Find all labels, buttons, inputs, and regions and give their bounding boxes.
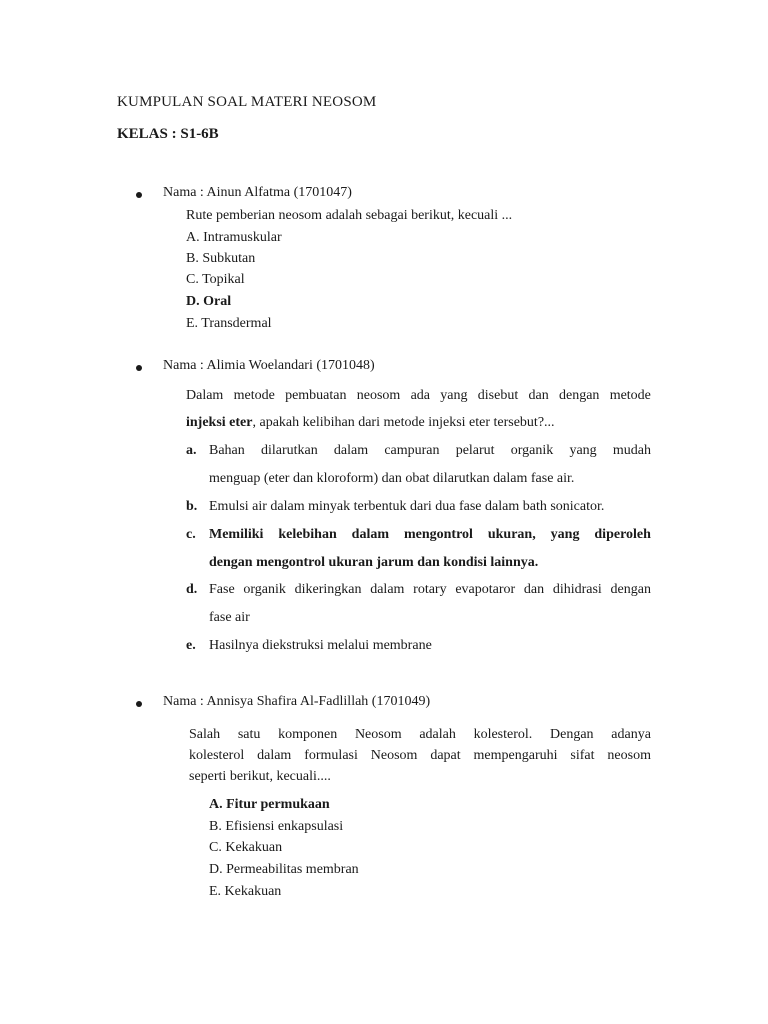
q2-option-d-line1 — [209, 582, 651, 598]
word: ukuran, — [487, 527, 536, 542]
word: satu — [237, 727, 261, 742]
q3-question-line2 — [189, 748, 651, 764]
q2-question-line1 — [186, 388, 651, 404]
word: dilarutkan — [260, 443, 318, 458]
word: dan — [528, 388, 549, 403]
q2-question-rest: , apakah kelibihan dari metode injeksi eter tersebut?... — [252, 415, 555, 430]
q2-question-bold: injeksi eter — [186, 415, 253, 430]
q3-question-line3: seperti berikut, kecuali.... — [189, 769, 331, 784]
word: organik — [243, 582, 286, 597]
q3-option-c: C. Kekakuan — [209, 840, 283, 855]
word: Salah — [189, 727, 221, 742]
bullet-1 — [136, 192, 142, 198]
word: dalam — [370, 582, 405, 597]
word: komponen — [278, 727, 338, 742]
q3-option-b: B. Efisiensi enkapsulasi — [209, 819, 344, 834]
q1-option-d: D. Oral — [186, 294, 232, 309]
word: metode — [233, 388, 275, 403]
word: dihidrasi — [552, 582, 602, 597]
q2-option-c-line2: dengan mengontrol ukuran jarum dan kondisi lainnya. — [209, 555, 539, 570]
q2-option-e-letter: e. — [186, 638, 196, 653]
word: dikeringkan — [294, 582, 362, 597]
q2-option-c-letter: c. — [186, 527, 196, 542]
q2-question-line2 — [186, 415, 555, 431]
word: kolesterol — [189, 748, 245, 763]
q2-name: Nama : Alimia Woelandari (1701048) — [163, 358, 375, 373]
word: pembuatan — [285, 388, 347, 403]
q2-option-b-line1: Emulsi air dalam minyak terbentuk dari dua fase dalam bath sonicator. — [209, 499, 605, 514]
q1-option-e: E. Transdermal — [186, 316, 272, 331]
word: pelarut — [455, 443, 495, 458]
word: rotary — [413, 582, 447, 597]
word: Dalam — [186, 388, 224, 403]
word: formulasi — [304, 748, 358, 763]
word: neosom — [607, 748, 651, 763]
document-title: KUMPULAN SOAL MATERI NEOSOM — [117, 94, 377, 110]
word: ada — [410, 388, 431, 403]
q3-name: Nama : Annisya Shafira Al-Fadlillah (1701049) — [163, 694, 431, 709]
word: Dengan — [550, 727, 594, 742]
word: mengontrol — [403, 527, 473, 542]
q3-option-a: A. Fitur permukaan — [209, 797, 330, 812]
word: dengan — [610, 582, 651, 597]
q1-question: Rute pemberian neosom adalah sebagai berikut, kecuali ... — [186, 208, 513, 223]
q3-question-line1 — [189, 727, 651, 743]
word: kelebihan — [278, 527, 337, 542]
word: yang — [440, 388, 468, 403]
word: Neosom — [370, 748, 418, 763]
word: Bahan — [209, 443, 245, 458]
word: adanya — [611, 727, 651, 742]
word: dalam — [257, 748, 292, 763]
q1-option-a: A. Intramuskular — [186, 230, 282, 245]
class-line: KELAS : S1-6B — [117, 126, 219, 142]
word: metode — [609, 388, 651, 403]
word: Memiliki — [209, 527, 264, 542]
word: yang — [550, 527, 580, 542]
q1-name: Nama : Ainun Alfatma (1701047) — [163, 185, 352, 200]
word: dan — [523, 582, 545, 597]
q2-option-d-line2: fase air — [209, 610, 250, 625]
word: dalam — [351, 527, 390, 542]
word: diperoleh — [594, 527, 651, 542]
word: dalam — [333, 443, 369, 458]
q2-option-a-line2: menguap (eter dan kloroform) dan obat dilarutkan dalam fase air. — [209, 471, 575, 486]
q3-option-e: E. Kekakuan — [209, 884, 282, 899]
word: campuran — [384, 443, 440, 458]
word: dapat — [430, 748, 461, 763]
q2-option-a-letter: a. — [186, 443, 197, 458]
q1-option-b: B. Subkutan — [186, 251, 256, 266]
q2-option-a-line1 — [209, 443, 651, 459]
q2-option-e-line1: Hasilnya diekstruksi melalui membrane — [209, 638, 432, 653]
word: kolesterol. — [473, 727, 533, 742]
word: Neosom — [354, 727, 402, 742]
word: adalah — [419, 727, 456, 742]
word: mudah — [612, 443, 651, 458]
q2-option-c-line1 — [209, 527, 651, 543]
word: mempengaruhi — [473, 748, 558, 763]
q1-option-c: C. Topikal — [186, 272, 245, 287]
bullet-3 — [136, 701, 142, 707]
word: sifat — [570, 748, 595, 763]
word: Fase — [209, 582, 235, 597]
word: organik — [510, 443, 554, 458]
q3-option-d: D. Permeabilitas membran — [209, 862, 359, 877]
word: evapotaror — [455, 582, 516, 597]
word: dengan — [558, 388, 600, 403]
word: neosom — [356, 388, 401, 403]
word: yang — [569, 443, 597, 458]
word: disebut — [477, 388, 519, 403]
q2-option-b-letter: b. — [186, 499, 198, 514]
q2-option-d-letter: d. — [186, 582, 198, 597]
bullet-2 — [136, 365, 142, 371]
